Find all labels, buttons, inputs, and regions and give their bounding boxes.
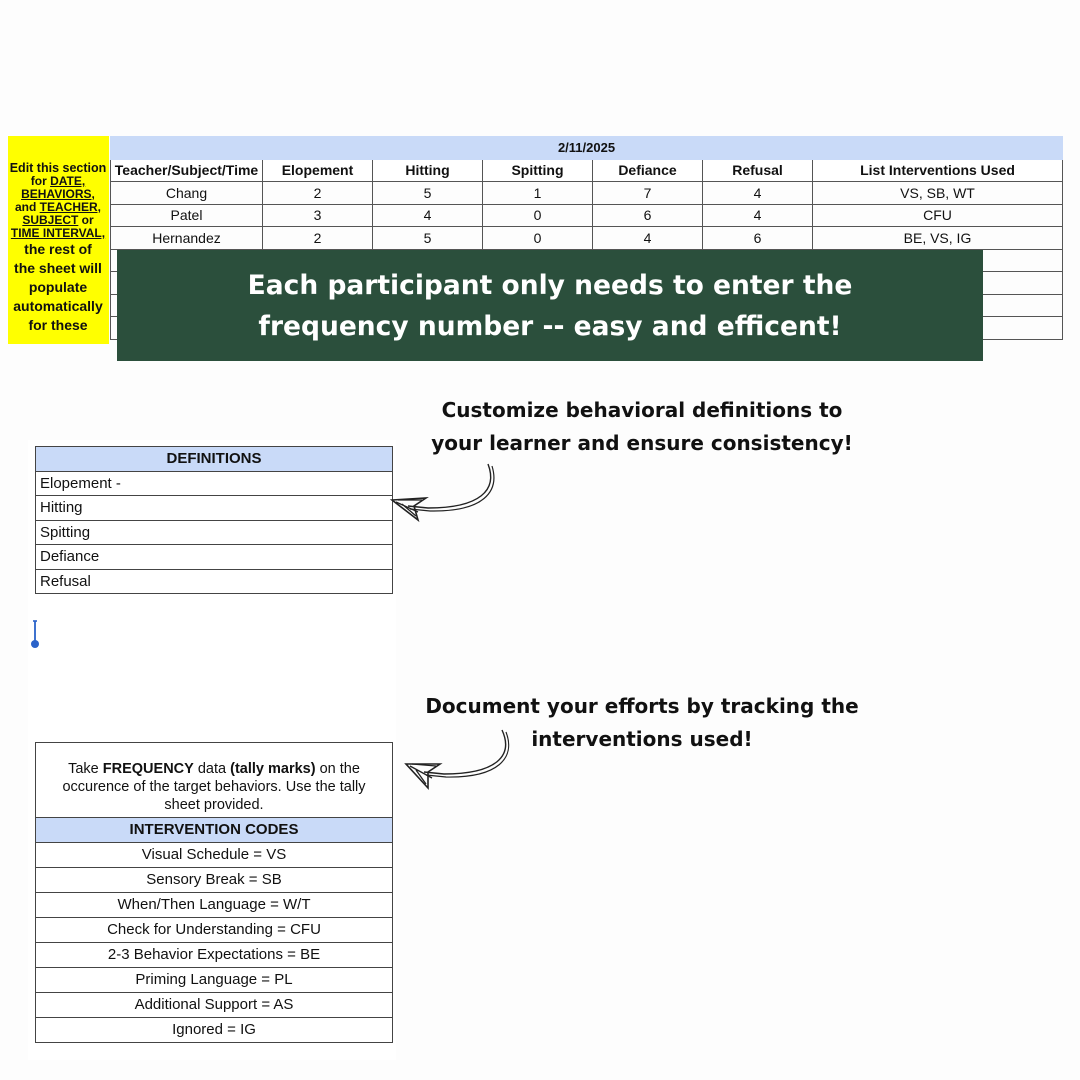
instr-part: on the occurence of the target behaviors. Use the tally sheet provided. <box>62 761 366 813</box>
header-row <box>111 159 1063 182</box>
table-row <box>111 227 1063 250</box>
note-line: the sheet will <box>14 260 102 276</box>
column-header[interactable]: Spitting <box>483 159 593 182</box>
note-text: SUBJECT <box>22 213 79 227</box>
note-text: DATE, <box>50 174 86 188</box>
definition-row[interactable]: Refusal <box>36 569 393 594</box>
table-row <box>111 182 1063 205</box>
code-row[interactable]: Additional Support = AS <box>36 993 392 1018</box>
code-row[interactable]: Priming Language = PL <box>36 968 392 993</box>
instructions-text <box>36 743 392 818</box>
curved-arrow-icon <box>388 460 503 530</box>
definition-row[interactable]: Elopement - <box>36 471 393 496</box>
count-cell[interactable]: 3 <box>263 204 373 227</box>
note-line <box>8 227 109 240</box>
text-cursor-icon <box>30 620 40 650</box>
interventions-cell[interactable]: VS, SB, WT <box>813 182 1063 205</box>
teacher-cell[interactable]: Hernandez <box>111 227 263 250</box>
note-text: TIME INTERVAL, <box>10 226 106 240</box>
count-cell[interactable]: 2 <box>263 182 373 205</box>
column-header[interactable]: Elopement <box>263 159 373 182</box>
date-cell[interactable]: 2/11/2025 <box>111 137 1063 160</box>
instr-part: data <box>193 761 231 777</box>
column-header[interactable]: List Interventions Used <box>813 159 1063 182</box>
count-cell[interactable]: 0 <box>483 204 593 227</box>
column-header[interactable]: Teacher/Subject/Time <box>111 159 263 182</box>
definitions-table <box>35 446 393 594</box>
note-text: TEACHER, <box>39 200 101 214</box>
instr-part: Take <box>68 761 103 777</box>
note-text: or <box>78 213 94 227</box>
definition-row[interactable]: Defiance <box>36 545 393 570</box>
count-cell[interactable]: 6 <box>593 204 703 227</box>
intervention-codes-panel <box>35 742 393 1043</box>
note-text: BEHAVIORS, <box>21 187 95 201</box>
instr-part: (tally marks) <box>230 761 316 777</box>
count-cell[interactable]: 4 <box>703 182 813 205</box>
edit-instructions-note <box>8 136 109 344</box>
teacher-cell[interactable]: Chang <box>111 182 263 205</box>
column-header[interactable]: Defiance <box>593 159 703 182</box>
code-row[interactable]: Check for Understanding = CFU <box>36 918 392 943</box>
note-text: for <box>30 174 51 188</box>
count-cell[interactable]: 7 <box>593 182 703 205</box>
definition-row[interactable]: Spitting <box>36 520 393 545</box>
intervention-codes-header[interactable]: INTERVENTION CODES <box>36 818 392 843</box>
note-line: automatically <box>13 298 103 314</box>
instr-part: FREQUENCY <box>102 761 194 777</box>
count-cell[interactable]: 5 <box>373 182 483 205</box>
table-row <box>111 204 1063 227</box>
code-row[interactable]: Sensory Break = SB <box>36 868 392 893</box>
code-row[interactable]: Visual Schedule = VS <box>36 843 392 868</box>
code-row[interactable]: When/Then Language = W/T <box>36 893 392 918</box>
interventions-cell[interactable]: CFU <box>813 204 1063 227</box>
column-header[interactable]: Hitting <box>373 159 483 182</box>
note-text: and <box>14 200 40 214</box>
note-line: the rest of <box>24 241 92 257</box>
count-cell[interactable]: 4 <box>373 204 483 227</box>
note-line: for these <box>28 317 88 333</box>
column-header[interactable]: Refusal <box>703 159 813 182</box>
definition-row[interactable]: Hitting <box>36 496 393 521</box>
interventions-caption: Document your efforts by tracking the interventions used! <box>425 694 859 751</box>
count-cell[interactable]: 5 <box>373 227 483 250</box>
teacher-cell[interactable]: Patel <box>111 204 263 227</box>
count-cell[interactable]: 2 <box>263 227 373 250</box>
promo-banner <box>117 250 983 361</box>
count-cell[interactable]: 0 <box>483 227 593 250</box>
curved-arrow-icon <box>402 728 517 798</box>
count-cell[interactable]: 6 <box>703 227 813 250</box>
note-line: populate <box>28 279 88 295</box>
interventions-cell[interactable]: BE, VS, IG <box>813 227 1063 250</box>
count-cell[interactable]: 4 <box>703 204 813 227</box>
definitions-caption: Customize behavioral definitions to your learner and ensure consistency! <box>431 398 853 455</box>
banner-text: Each participant only needs to enter the frequency number -- easy and efficent! <box>247 269 853 342</box>
definitions-header[interactable]: DEFINITIONS <box>36 447 393 472</box>
code-row[interactable]: 2-3 Behavior Expectations = BE <box>36 943 392 968</box>
count-cell[interactable]: 1 <box>483 182 593 205</box>
code-row[interactable]: Ignored = IG <box>172 1021 256 1038</box>
note-line: Edit this section <box>9 161 107 175</box>
count-cell[interactable]: 4 <box>593 227 703 250</box>
